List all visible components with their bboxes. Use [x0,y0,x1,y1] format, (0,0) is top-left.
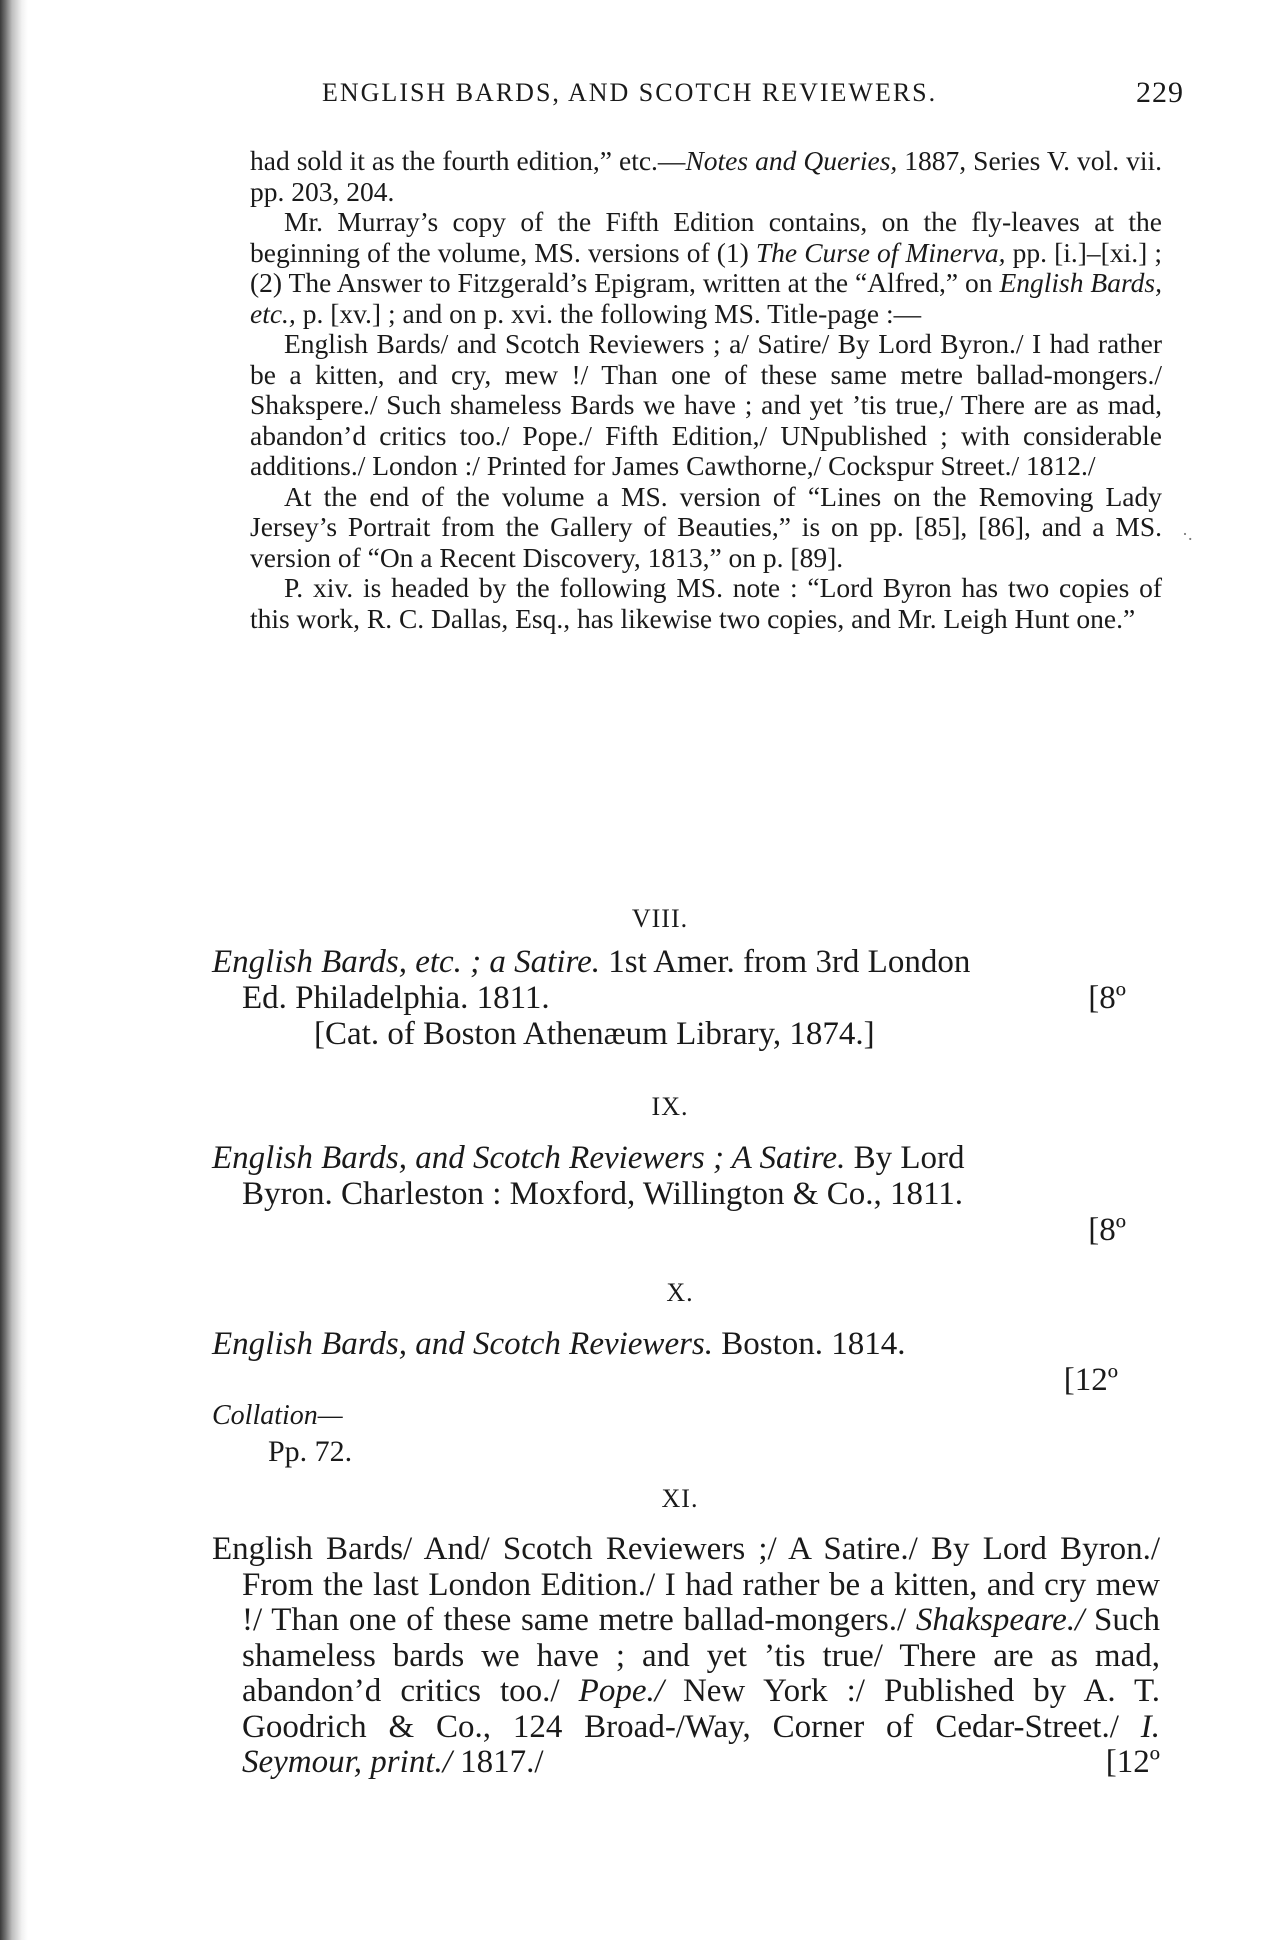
entry-x-numeral: X. [666,1278,694,1307]
ms-title-page-transcription: English Bards/ and Scotch Reviewers ; a/ Satire/ By Lord Byron./ I had rather be a kitten, and cry, mew !/ Than one of these same metre ballad-mongers./ Shakspere./ Such shameless Bards we have ; and yet ’tis true,/ There are as mad, abandon’d critics too./ Pope./ Fifth Edition,/ UNpublished ; with considerable additions./ London :/ Printed for James Cawthorne,/ Cockspur Street./ 1812./ [250,328,1162,481]
entry-viii-format: [8º [1088,980,1126,1016]
running-head-title: ENGLISH BARDS, AND SCOTCH REVIEWERS. [322,78,938,107]
entry-ix-line-3 [212,1212,1160,1248]
entry-x [212,1326,1160,1398]
note-paragraph-1: had sold it as the fourth edition,” etc.—Notes and Queries, 1887, Series V. vol. vii. pp. 203, 204. [250,145,1162,207]
entry-ix-line-1: English Bards, and Scotch Reviewers ; A Satire. By Lord [212,1140,965,1176]
note-paragraph-4: At the end of the volume a MS. version of “Lines on the Removing Lady Jersey’s Portrait from the Gallery of Beauties,” is on pp. [85], [86], and a MS. version of “On a Recent Discovery, 1813,” on p. [89]. [250,480,1162,573]
entry-xi-format: [12º [1105,1744,1160,1780]
note-paragraph-5: P. xiv. is headed by the following MS. note : “Lord Byron has two copies of this work, R. C. Dallas, Esq., has likewise two copies, and Mr. Leigh Hunt one.” [250,572,1162,634]
note-paragraph-2: Mr. Murray’s copy of the Fifth Edition contains, on the fly-leaves at the beginning of the volume, MS. versions of (1) The Curse of Minerva, pp. [i.]–[xi.] ; (2) The Answer to Fitzgerald’s Epigram, written at the “Alfred,” on English Bards, etc., p. [xv.] ; and on p. xvi. the following MS. Title-page :— [250,206,1162,329]
collation-label: Collation— [212,1400,343,1431]
notes-block [250,146,1162,634]
entry-viii-line-2: Ed. Philadelphia. 1811. [8º [242,980,1126,1016]
entry-viii-source: [Cat. of Boston Athenæum Library, 1874.] [314,1016,875,1052]
entry-xi-text: English Bards/ And/ Scotch Reviewers ;/ A Satire./ By Lord Byron./ From the last London Edition./ I had rather be a kitten, and cry mew !/ Than one of these same metre ballad-mongers./ Shakspeare./ Such shameless bards we have ; and yet ’tis true/ There are as mad, abandon’d critics too./ Pope./ New York :/ Published by A. T. Goodrich & Co., 124 Broad-/Way, Corner of Cedar-Street./ I. Seymour, print./ 1817./ [12º [212,1531,1160,1780]
entry-ix [212,1140,1160,1248]
entry-x-line-2 [212,1362,1160,1398]
margin-mark: ·. [1182,524,1193,544]
collation-pages: Pp. 72. [268,1435,353,1468]
entry-ix-line-2: Byron. Charleston : Moxford, Willington & Co., 1811. [242,1176,963,1212]
entry-xi-numeral: XI. [661,1484,699,1513]
entry-x-format: [12º [1063,1362,1118,1398]
running-head [322,72,1184,112]
entry-x-collation [212,1398,352,1470]
entry-viii-numeral: VIII. [631,904,689,933]
entry-xi [212,1532,1160,1781]
entry-viii-line-1: English Bards, etc. ; a Satire. 1st Amer. from 3rd London [212,944,971,980]
page-number: 229 [1136,76,1184,109]
entry-ix-numeral: IX. [651,1092,689,1121]
entry-x-line-1: English Bards, and Scotch Reviewers. Boston. 1814. [212,1326,906,1362]
entry-viii [212,944,1160,1052]
entry-ix-format: [8º [1088,1212,1126,1248]
